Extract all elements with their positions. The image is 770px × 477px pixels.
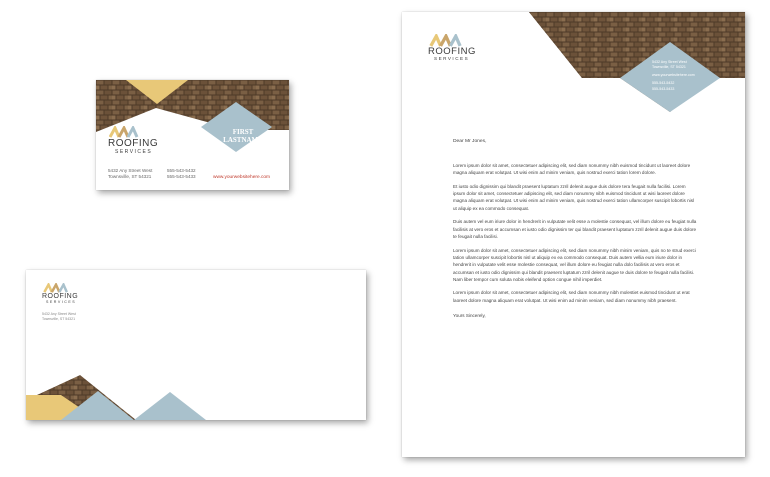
letterhead-website: www.yourwebsitehere.com <box>652 72 695 77</box>
letterhead-phone1: 555-543-5432 <box>652 81 675 86</box>
letter-paragraph-2: Et iusto odio dignissim qui blandit praesent luptatum zzril delenit augue duis dolore tera feugait nulla facilisi. Lorem ipsum dolor sit amet, consectetuer adipiscing elit, sed diam nonummy nibh euismod tincidunt ut wisi laoreet dolore magna aliquam erat volutpat. Ut wisi enim ad minim veniam, quis nostrud exerci tation ullamcorper suscipit lobortis nisl ut aliquip ex ea commodo consequat. <box>453 183 695 211</box>
letter-closing: Yours Sincerely, <box>453 313 486 319</box>
card-phone2: 555-543-5433 <box>167 174 196 180</box>
letterhead-logo-main: ROOFING <box>428 46 476 57</box>
letterhead-contact <box>652 60 695 92</box>
card-website: www.yourwebsitehere.com <box>213 175 271 180</box>
letter-body <box>453 138 698 326</box>
card-logo-main: ROOFING <box>108 138 159 149</box>
letterhead-phone2: 555-543-5433 <box>652 86 675 91</box>
envelope-address-line1: 5432 Any Street West <box>42 312 76 316</box>
letter-greeting: Dear Mr Jones, <box>453 139 487 144</box>
card-phones <box>167 168 196 180</box>
card-name-first: FIRST <box>232 128 254 136</box>
card-name-last: LASTNAME <box>223 136 263 145</box>
letter-paragraph-4: Lorem ipsum dolor sit amet, consectetuer adipiscing elit, sed diam nonummy nibh minim veniam, quis no te strud exerci tation ullamcorper suscipit lobortis nisl ut aliquip ex ea commodo consequat. Duis autem vellia eum iriure dolor in hendrerit in vulputate velit esse molestie consequat, vel illum dolore eu feugiat nulla dolo facilisis at vero eros et accumsan et iusto odio dignissim qui blandit praesent luptatum zzril delenit augue te duis dolore te feugait nulla facilisi. Nam liber tempor cum soluta nobis eleifend option congue nihil imperdiet. <box>453 247 696 282</box>
envelope-logo-sub: SERVICES <box>46 300 77 304</box>
letter-paragraph-3: Duis autem vel eum iriure dolor in hendrerit in vulputate velit esse a molestie consequat, vel illum dolore eu feugiat nulla facilisis at vero eros et accumsan et iusto odio dignissim ter qui blandit praesent luptatum zzril delenit augue duis dolore te feugait nulla facilisi. <box>453 219 697 239</box>
card-logo-icon <box>109 126 139 138</box>
letterhead <box>402 12 745 457</box>
letter-paragraph-5: Lorem ipsum dolor sit amet, consectetuer adipiscing elit, sed diam nonummy nibh molestiet euismod tincidunt ut erat laoreet dolore magna aliquam erat volutpat. Ut wisi enim ad minim veniam, sed diam nonummy nibh praesent. <box>453 290 690 303</box>
envelope-logo-main: ROOFING <box>42 293 79 300</box>
business-card <box>96 80 289 190</box>
card-address <box>108 168 152 180</box>
letterhead-address-line1: 5432 Any Street West <box>652 60 687 64</box>
letter-paragraph-1: Lorem ipsum dolor sit amet, consectetuer adipiscing elit, sed diam nonummy nibh euismod tincidunt ut laoreet dolore magna aliquam erat volutpat. Ut wisi enim ad minim veniam, quis nostrud exerci tation lorem dolore. <box>453 162 691 176</box>
card-address-line1: 5432 Any Street West <box>108 168 153 173</box>
envelope <box>26 270 366 420</box>
letterhead-address-line2: Townsville, ST 54321 <box>652 65 686 70</box>
card-address-line2: Townsville, ST 54321 <box>108 174 152 180</box>
letterhead-logo-sub: SERVICES <box>434 56 470 61</box>
card-phone1: 555-543-5432 <box>167 168 196 173</box>
card-name-block <box>218 128 268 144</box>
envelope-roof-graphic <box>26 270 366 420</box>
card-logo-sub: SERVICES <box>115 149 153 155</box>
envelope-address-line2: Townsville, ST 54321 <box>42 316 76 321</box>
